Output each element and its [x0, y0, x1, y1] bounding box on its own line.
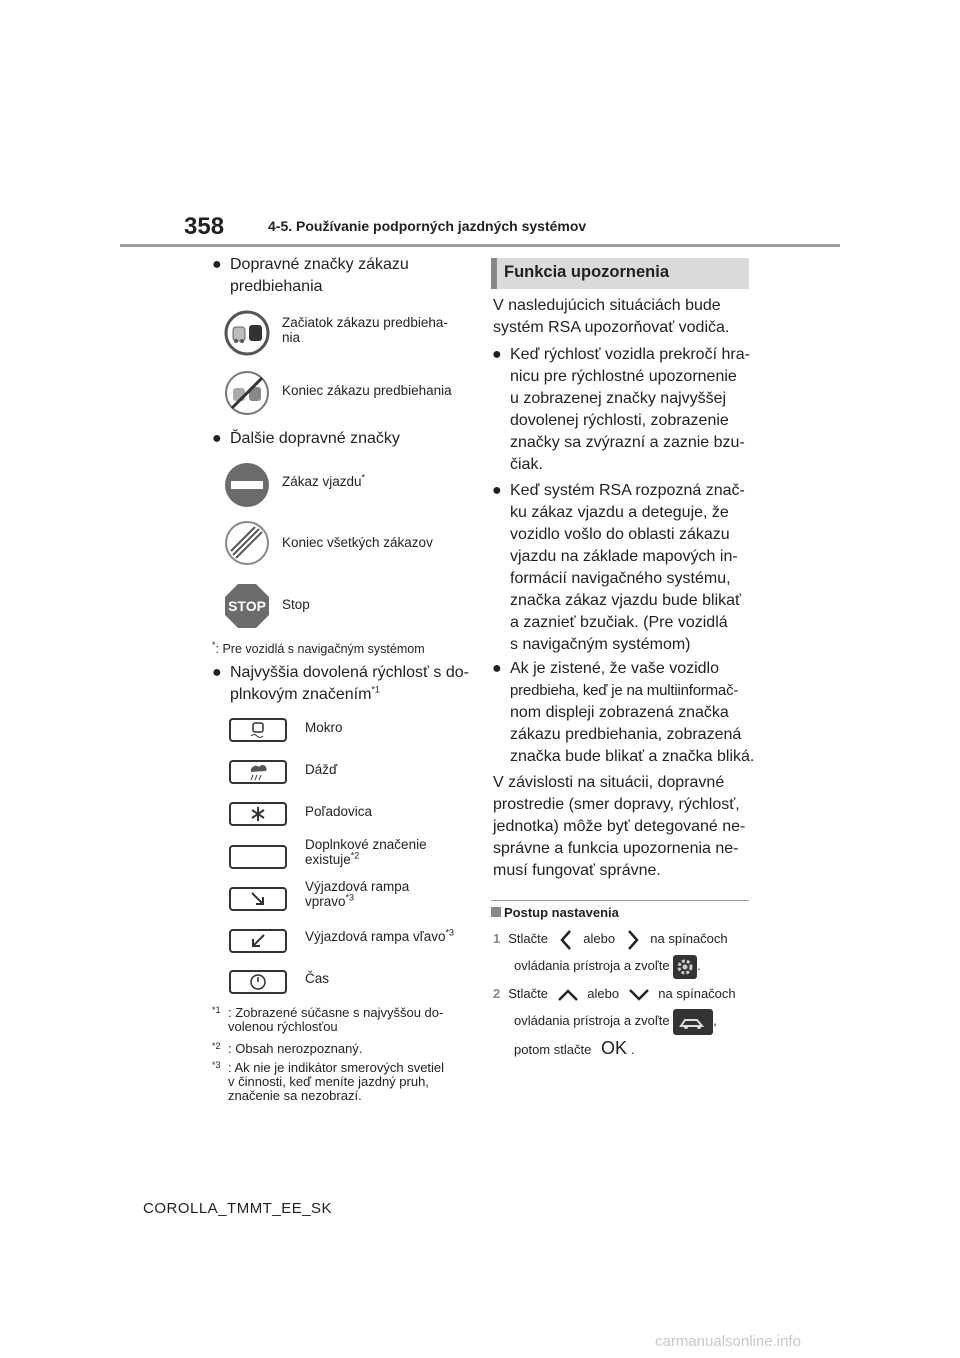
plate-label-additional — [305, 837, 427, 867]
step-text: , — [713, 1013, 717, 1028]
exit-right-arrow-icon — [229, 887, 287, 911]
para-line: značka bude blikať a značka bliká. — [510, 748, 755, 765]
step-2 — [493, 980, 763, 1063]
para-line: nom displeji zobrazená značka — [510, 704, 729, 721]
plate-label-wet: Mokro — [305, 720, 343, 735]
sign-label-no-entry — [282, 474, 365, 489]
section-title-accent — [491, 258, 497, 289]
para-line: zákazu predbiehania, zobrazená — [510, 726, 742, 743]
step-1 — [493, 925, 763, 979]
para-line: formácií navigačného systému, — [510, 570, 731, 587]
para-line: V nasledujúcich situáciách bude — [493, 297, 721, 314]
snowflake-icon — [229, 802, 287, 826]
step-text: . — [697, 958, 701, 973]
watermark: carmanualsonline.info — [655, 1333, 801, 1350]
ok-button-icon: OK — [600, 1037, 627, 1058]
bullet-dot: ● — [212, 664, 222, 681]
step-text: ovládania prístroja a zvoľte — [514, 1013, 670, 1028]
footnote-line: v činnosti, keď meníte jazdný pruh, — [228, 1074, 429, 1089]
procedure-title: Postup nastavenia — [504, 905, 619, 920]
plate-label-exit-left — [305, 929, 454, 944]
para-line: predbieha, keď je na multiinformač- — [510, 682, 739, 699]
para-line: jednotka) môže byť detegované ne- — [493, 818, 746, 835]
bullet-text: Ďalšie dopravné značky — [230, 430, 400, 447]
footnote-mark: *1 — [371, 684, 380, 695]
footnote-mark: *2 — [350, 850, 360, 861]
blank-plate-icon — [229, 845, 287, 869]
plate-label-text: vpravo — [305, 894, 346, 909]
chevron-down-icon — [628, 988, 650, 1002]
sign-label-start-no-overtaking — [282, 315, 448, 345]
bullet-speed-limit — [212, 662, 469, 706]
para-line: čiak. — [510, 456, 543, 473]
para-line: ku zákaz vjazdu a deteguje, že — [510, 504, 729, 521]
footnote-line: značenie sa nezobrazí. — [228, 1088, 362, 1103]
plate-label-line: Doplnkové značenie — [305, 837, 427, 852]
para-line: značky sa zvýrazní a zaznie bzu- — [510, 434, 745, 451]
para-line: prostredie (smer dopravy, rýchlosť, — [493, 796, 740, 813]
rain-icon — [229, 760, 287, 784]
bullet-dot: ● — [492, 660, 502, 677]
footnote-2: *2 : Obsah nerozpoznaný. — [212, 1042, 472, 1056]
page-number: 358 — [184, 213, 225, 240]
stop-sign-icon — [224, 583, 270, 629]
step-text: Stlačte — [508, 986, 548, 1001]
note-text: : Pre vozidlá s navigačným systémom — [215, 642, 425, 656]
footnote-mark: *3 — [345, 892, 355, 903]
step-text: Stlačte — [508, 931, 548, 946]
bullet-no-overtaking-signs — [212, 254, 409, 298]
bullet-text-line: Najvyššia dovolená rýchlosť s do- — [230, 664, 469, 681]
para-line: značka zákaz vjazdu bude blikať — [510, 592, 742, 609]
section-title: Funkcia upozornenia — [504, 263, 670, 281]
chevron-up-icon — [557, 988, 579, 1002]
warning-bullet-3 — [492, 658, 755, 768]
step-text: alebo — [583, 931, 616, 946]
step-text: alebo — [587, 986, 620, 1001]
step-text: na spínačoch — [650, 931, 728, 946]
footnote-3: *3 : Ak nie je indikátor smerových svetiel v činnosti, keď meníte jazdný pruh, značenie sa nezobrazí. — [212, 1061, 472, 1103]
plate-label-exit-right — [305, 879, 409, 909]
bullet-dot: ● — [212, 256, 222, 273]
step-text: . — [630, 1041, 635, 1057]
para-line: Keď systém RSA rozpozná znač- — [510, 482, 745, 499]
header-rule — [120, 244, 840, 247]
gear-icon — [673, 955, 697, 979]
bullet-dot: ● — [212, 430, 222, 447]
para-line: V závislosti na situácii, dopravné — [493, 774, 725, 791]
bullet-dot: ● — [492, 346, 502, 363]
sign-label-end-all-restrictions: Koniec všetkých zákazov — [282, 535, 433, 550]
procedure-heading — [491, 905, 619, 920]
intro-paragraph — [493, 295, 729, 339]
plate-label-text: Výjazdová rampa vľavo — [305, 929, 446, 944]
para-line: dovolenej rýchlosti, zobrazenie — [510, 412, 729, 429]
para-line: Ak je zistené, že vaše vozidlo — [510, 660, 719, 677]
footnote-mark: * — [212, 639, 216, 650]
plate-label-line-2 — [305, 894, 409, 909]
bullet-dot: ● — [492, 482, 502, 499]
footnote-line: : Ak nie je indikátor smerových svetiel — [228, 1060, 445, 1075]
clock-icon — [229, 970, 287, 994]
sign-label-line: nia — [282, 330, 301, 345]
bullet-text-line-2 — [230, 684, 469, 706]
no-overtaking-sign-icon — [224, 310, 270, 356]
exit-left-arrow-icon — [229, 929, 287, 953]
bullet-text-line: predbiehania — [230, 278, 323, 295]
plate-label-time: Čas — [305, 971, 330, 986]
plate-label-ice: Poľadovica — [305, 804, 372, 819]
procedure-square-icon — [491, 907, 501, 917]
para-line: a zaznieť bzučiak. (Pre vozidlá — [510, 614, 728, 631]
wet-road-icon — [229, 718, 287, 742]
para-line: u zobrazenej značky najvyššej — [510, 390, 727, 407]
chevron-left-icon — [558, 929, 574, 951]
stop-sign-text: STOP — [228, 598, 266, 614]
warning-bullet-2 — [492, 480, 745, 656]
plate-label-rain: Dážď — [305, 762, 338, 777]
end-all-restrictions-sign-icon — [224, 520, 270, 566]
sign-label-stop: Stop — [282, 597, 310, 612]
step-number: 1 — [493, 931, 501, 946]
section-header: 4-5. Používanie podporných jazdných systémov — [268, 218, 587, 234]
step-text: ovládania prístroja a zvoľte — [514, 958, 670, 973]
footnote-line: volenou rýchlosťou — [228, 1019, 338, 1034]
bullet-other-signs — [212, 428, 400, 450]
footnote-mark: * — [361, 472, 366, 483]
para-line: vjazdu na základe mapových in- — [510, 548, 738, 565]
document-footer: COROLLA_TMMT_EE_SK — [143, 1200, 333, 1217]
step-text: na spínačoch — [658, 986, 736, 1001]
step-text: potom stlačte — [514, 1041, 592, 1057]
outro-paragraph — [493, 772, 745, 882]
end-no-overtaking-sign-icon — [224, 370, 270, 416]
para-line: systém RSA upozorňovať vodiča. — [493, 319, 730, 336]
plate-label-line-2 — [305, 852, 427, 867]
para-line: nicu pre rýchlostné upozornenie — [510, 368, 737, 385]
car-settings-icon — [673, 1009, 713, 1035]
sign-label-line: Začiatok zákazu predbieha- — [282, 315, 448, 330]
navigation-note — [212, 639, 425, 656]
para-line: vozidlo vošlo do oblasti zákazu — [510, 526, 730, 543]
footnote-line: : Obsah nerozpoznaný. — [228, 1041, 363, 1056]
sign-label-text: Zákaz vjazdu — [282, 474, 362, 489]
footnote-1: *1 : Zobrazené súčasne s najvyššou do- volenou rýchlosťou — [212, 1006, 472, 1034]
plate-label-line: Výjazdová rampa — [305, 879, 410, 894]
footnote-mark: *3 — [445, 927, 455, 938]
chevron-right-icon — [625, 929, 641, 951]
sign-label-end-no-overtaking: Koniec zákazu predbiehania — [282, 383, 452, 398]
bullet-text: plnkovým značením — [230, 686, 372, 703]
warning-bullet-1 — [492, 344, 750, 476]
bullet-text-line: Dopravné značky zákazu — [230, 256, 409, 273]
para-line: Keď rýchlosť vozidla prekročí hra- — [510, 346, 750, 363]
para-line: s navigačným systémom) — [510, 636, 691, 653]
no-entry-sign-icon — [224, 462, 270, 508]
plate-label-text: existuje — [305, 852, 351, 867]
step-number: 2 — [493, 986, 501, 1001]
footnote-line: : Zobrazené súčasne s najvyššou do- — [228, 1005, 444, 1020]
procedure-divider — [491, 900, 749, 901]
para-line: musí fungovať správne. — [493, 862, 661, 879]
para-line: správne a funkcia upozornenia ne- — [493, 840, 739, 857]
